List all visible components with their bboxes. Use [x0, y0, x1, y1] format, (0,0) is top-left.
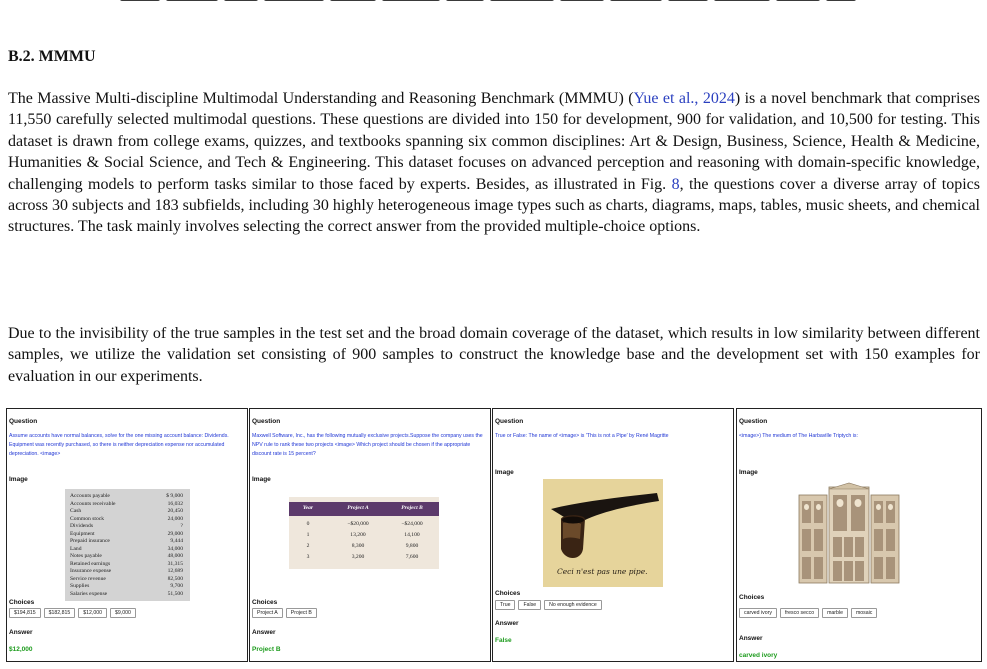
ledger-amount: 31,315: [167, 560, 183, 567]
choice-option[interactable]: $12,000: [78, 608, 107, 618]
paragraph-intro-part-b: ) is a novel benchmark that comprises 11,550 carefully selected multimodal questions. These questions are divided into 150 for development, 900 for validation, and 10,500 for testing. This dataset is drawn from college exams, quizzes, and textbooks spanning six common disciplines: Art & Design, Business, Science, Health & Medicine, Humanities & Social Science, and Tech & Engineering. This dataset focuses on advanced perception and reasoning with domain-specific knowledge, challenging models to perform tasks similar to those faced by experts. Besides, as illustrated in Fig.: [8, 90, 980, 193]
painting-caption: Ceci n'est pas une pipe.: [557, 567, 648, 576]
npv-table-image: [289, 497, 439, 569]
ledger-amount: ?: [180, 523, 183, 529]
table-cell: 14,100: [404, 532, 420, 538]
choice-option[interactable]: Project A: [252, 608, 283, 618]
table-cell: −$24,000: [401, 521, 423, 527]
choice-option[interactable]: mosaic: [851, 608, 877, 618]
ledger-account: Service revenue: [70, 575, 106, 582]
choice-option[interactable]: carved ivory: [739, 608, 777, 618]
paragraph-intro: [8, 88, 980, 238]
choices-label: Choices: [9, 599, 35, 606]
example-card-accounting: [6, 408, 248, 662]
ledger-row: [70, 591, 183, 597]
choice-option[interactable]: Project B: [286, 608, 317, 618]
image-label: Image: [252, 476, 271, 483]
example-card-medium: [736, 408, 982, 662]
question-label: Question: [252, 418, 281, 425]
choices-list: [495, 600, 602, 610]
ledger-row: [70, 568, 183, 574]
table-header-cell: Project A: [347, 505, 369, 511]
ledger-account: Accounts payable: [70, 493, 110, 499]
ledger-row: [70, 538, 183, 544]
image-label: Image: [495, 469, 514, 476]
ledger-account: Dividends: [70, 523, 93, 529]
ledger-account: Retained earnings: [70, 560, 111, 567]
ledger-account: Common stock: [70, 515, 105, 522]
choice-option[interactable]: False: [518, 600, 541, 610]
table-cell: −$20,000: [347, 521, 369, 527]
ledger-row: [70, 501, 183, 507]
ledger-amount: 29,000: [167, 530, 183, 537]
answer-label: Answer: [739, 635, 763, 642]
ledger-row: [70, 493, 183, 499]
paragraph-intro-part-a: The Massive Multi-discipline Multimodal Understanding and Reasoning Benchmark (MMMU) (: [8, 90, 634, 107]
answer-label: Answer: [252, 629, 276, 636]
ledger-row: [70, 531, 183, 537]
ledger-amount: 9,444: [170, 538, 183, 544]
ledger-account: Accounts receivable: [70, 500, 116, 507]
table-cell: 9,800: [405, 543, 419, 549]
choice-option[interactable]: marble: [822, 608, 848, 618]
table-cell: 2: [306, 543, 310, 549]
table-cell: 3,200: [351, 554, 365, 560]
answer-value: Project B: [252, 646, 281, 653]
ledger-account: Equipment: [70, 530, 95, 537]
ledger-row: [70, 576, 183, 582]
choice-option[interactable]: $182,815: [44, 608, 76, 618]
citation-link[interactable]: Yue et al., 2024: [633, 90, 735, 107]
ledger-account: Land: [70, 545, 82, 552]
ledger-amount: 24,000: [167, 515, 183, 522]
ledger-image: [65, 489, 190, 601]
ledger-amount: 34,000: [167, 545, 183, 552]
question-text: <image>) The medium of The Harbaville Triptych is:: [739, 433, 858, 439]
ledger-amount: 20,450: [167, 508, 183, 514]
answer-label: Answer: [9, 629, 33, 636]
ledger-amount: 48,000: [167, 553, 183, 559]
ledger-row: [70, 583, 183, 589]
choices-label: Choices: [495, 590, 521, 597]
ledger-account: Insurance expense: [70, 568, 112, 574]
ivory-triptych-icon: [789, 481, 909, 591]
ledger-amount: 16,032: [167, 500, 183, 507]
ledger-account: Supplies: [70, 583, 90, 589]
paragraph-intro-part-c: , the questions cover a diverse array of topics across 30 subjects and 183 subfields, including 30 highly heterogeneous image types such as charts, diagrams, maps, tables, music sheets, and chemical structures. The task mainly involves selecting the correct answer from the provided multiple-choice options.: [8, 175, 980, 236]
answer-label: Answer: [495, 620, 519, 627]
ledger-account: Prepaid insurance: [70, 538, 110, 544]
figure-reference-link[interactable]: 8: [671, 175, 680, 193]
choice-option[interactable]: $9,000: [110, 608, 136, 618]
example-card-finance: [249, 408, 491, 662]
ledger-row: [70, 561, 183, 567]
answer-value: $12,000: [9, 646, 33, 653]
ledger-row: [70, 553, 183, 559]
image-label: Image: [9, 476, 28, 483]
choices-list: [252, 608, 317, 618]
table-header-cell: Year: [302, 505, 314, 511]
table-header-cell: Project B: [401, 505, 423, 511]
ledger-account: Cash: [70, 508, 82, 514]
paragraph-method: Due to the invisibility of the true samples in the test set and the broad domain coverage of the dataset, which results in low similarity between different samples, we utilize the validation set consisting of 900 samples to construct the knowledge base and the development set with 150 examples for evaluation in our experiments.: [8, 325, 980, 385]
question-text: Maxwell Software, Inc., has the following mutually exclusive projects.Suppose the company uses the NPV rule to rank these two projects <image> Which project should be chosen if the appropriate discount rate is 15 percent?: [252, 433, 483, 457]
ledger-amount: 82,500: [167, 575, 183, 582]
choices-list: [739, 608, 877, 618]
table-cell: 8,300: [351, 543, 365, 549]
cut-off-previous-line: [0, 0, 987, 5]
question-label: Question: [9, 418, 38, 425]
ledger-account: Salaries expense: [70, 590, 108, 597]
question-text: True or False: The name of <image> is 'This is not a Pipe' by René Magritte: [495, 433, 669, 439]
section-heading: B.2. MMMU: [8, 48, 96, 65]
table-cell: 13,200: [350, 532, 366, 538]
choice-option[interactable]: $194,815: [9, 608, 41, 618]
choices-label: Choices: [739, 594, 765, 601]
pipe-painting-image: [543, 479, 663, 587]
triptych-image: [789, 481, 909, 591]
example-card-art: [492, 408, 734, 662]
choice-option[interactable]: fresco secco: [780, 608, 819, 618]
ledger-row: [70, 508, 183, 514]
ledger-amount: 51,500: [167, 590, 183, 597]
ledger-amount: 12,689: [167, 568, 183, 574]
answer-value: carved ivory: [739, 652, 778, 659]
choice-option[interactable]: No enough evidence: [544, 600, 602, 610]
table-cell: 0: [306, 521, 310, 527]
question-text: Assume accounts have normal balances, solve for the one missing account balance: Dividends. Equipment was recently purchased, so there is neither depreciation expense nor accumulated depreciation. <image>: [9, 433, 229, 457]
table-cell: 7,600: [405, 554, 419, 560]
ledger-amount: 9,700: [170, 583, 183, 589]
table-cell: 3: [306, 554, 310, 560]
question-label: Question: [495, 418, 524, 425]
choice-option[interactable]: True: [495, 600, 515, 610]
choices-list: [9, 608, 136, 618]
table-cell: 1: [306, 532, 310, 538]
ledger-amount: $ 9,000: [166, 493, 183, 499]
question-label: Question: [739, 418, 768, 425]
answer-value: False: [495, 637, 512, 644]
ledger-account: Notes payable: [70, 553, 102, 559]
ledger-row: [70, 523, 183, 529]
choices-label: Choices: [252, 599, 278, 606]
ledger-row: [70, 546, 183, 552]
ledger-row: [70, 516, 183, 522]
image-label: Image: [739, 469, 758, 476]
